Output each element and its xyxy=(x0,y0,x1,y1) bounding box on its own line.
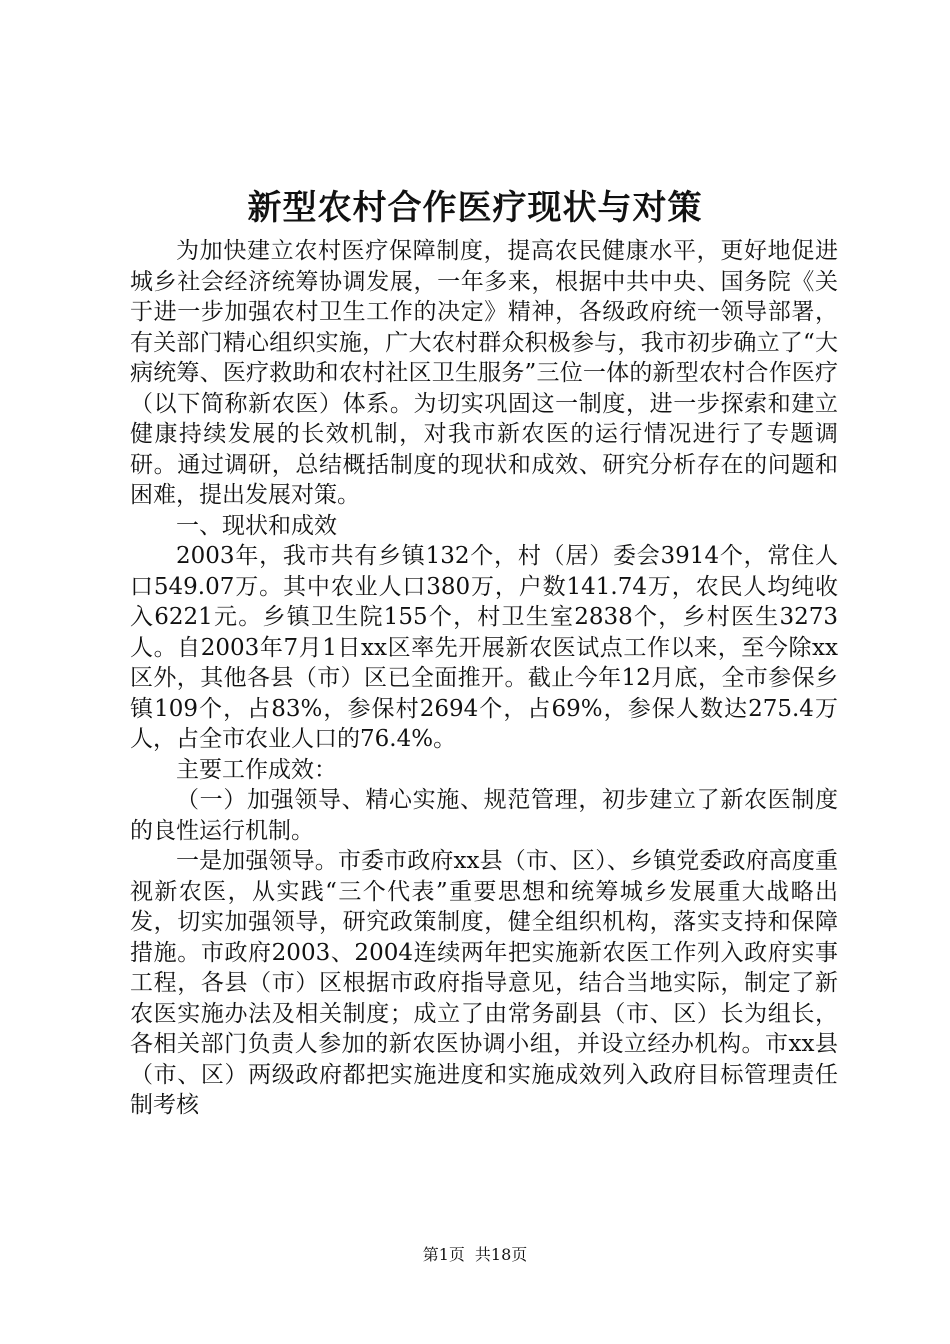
page-total: 共18页 xyxy=(474,1245,528,1264)
section-heading: 一、现状和成效 xyxy=(176,512,337,539)
paragraph-leadership: 一是加强领导。市委市政府xx县（市、区）、乡镇党委政府高度重视新农医，从实践“三个代表”重要思想和统筹城乡发展重大战略出发，切实加强领导，研究政策制度，健全组织机构，落实支持和保障措施。市政府2003、2004连续两年把实施新农医工作列入政府实事工程，各县（市）区根据市政府指导意见，结合当地实际，制定了新农医实施办法及相关制度；成立了由常务副县（市、区）长为组长，各相关部门负责人参加的新农医协调小组，并设立经办机构。市xx县（市、区）两级政府都把实施进度和实施成效列入政府目标管理责任制考核 xyxy=(130,848,838,1118)
paragraph-point-one: （一）加强领导、精心实施、规范管理，初步建立了新农医制度的良性运行机制。 xyxy=(130,787,838,844)
page-footer xyxy=(0,1244,950,1266)
paragraph-statistics: 2003年，我市共有乡镇132个，村（居）委会3914个，常住人口549.07万。其中农业人口380万，户数141.74万，农民人均纯收入6221元。乡镇卫生院155个，村卫生室2838个，乡村医生3273人。自2003年7月1日xx区率先开展新农医试点工作以来，至今除xx区外，其他各县（市）区已全面推开。截止今年12月底，全市参保乡镇109个，占83%，参保村2694个，占69%，参保人数达275.4万人，占全市农业人口的76.4%。 xyxy=(130,543,838,752)
paragraph-intro: 为加快建立农村医疗保障制度，提高农民健康水平，更好地促进城乡社会经济统筹协调发展，一年多来，根据中共中央、国务院《关于进一步加强农村卫生工作的决定》精神，各级政府统一领导部署，有关部门精心组织实施，广大农村群众积极参与，我市初步确立了“大病统筹、医疗救助和农村社区卫生服务”三位一体的新型农村合作医疗（以下简称新农医）体系。为切实巩固这一制度，进一步探索和建立健康持续发展的长效机制，对我市新农医的运行情况进行了专题调研。通过调研，总结概括制度的现状和成效、研究分析存在的问题和困难，提出发展对策。 xyxy=(130,238,838,508)
paragraph-subheading: 主要工作成效： xyxy=(176,756,337,783)
page-number: 第1页 xyxy=(422,1245,465,1264)
document-body xyxy=(130,236,838,1121)
document-title: 新型农村合作医疗现状与对策 xyxy=(247,188,703,228)
